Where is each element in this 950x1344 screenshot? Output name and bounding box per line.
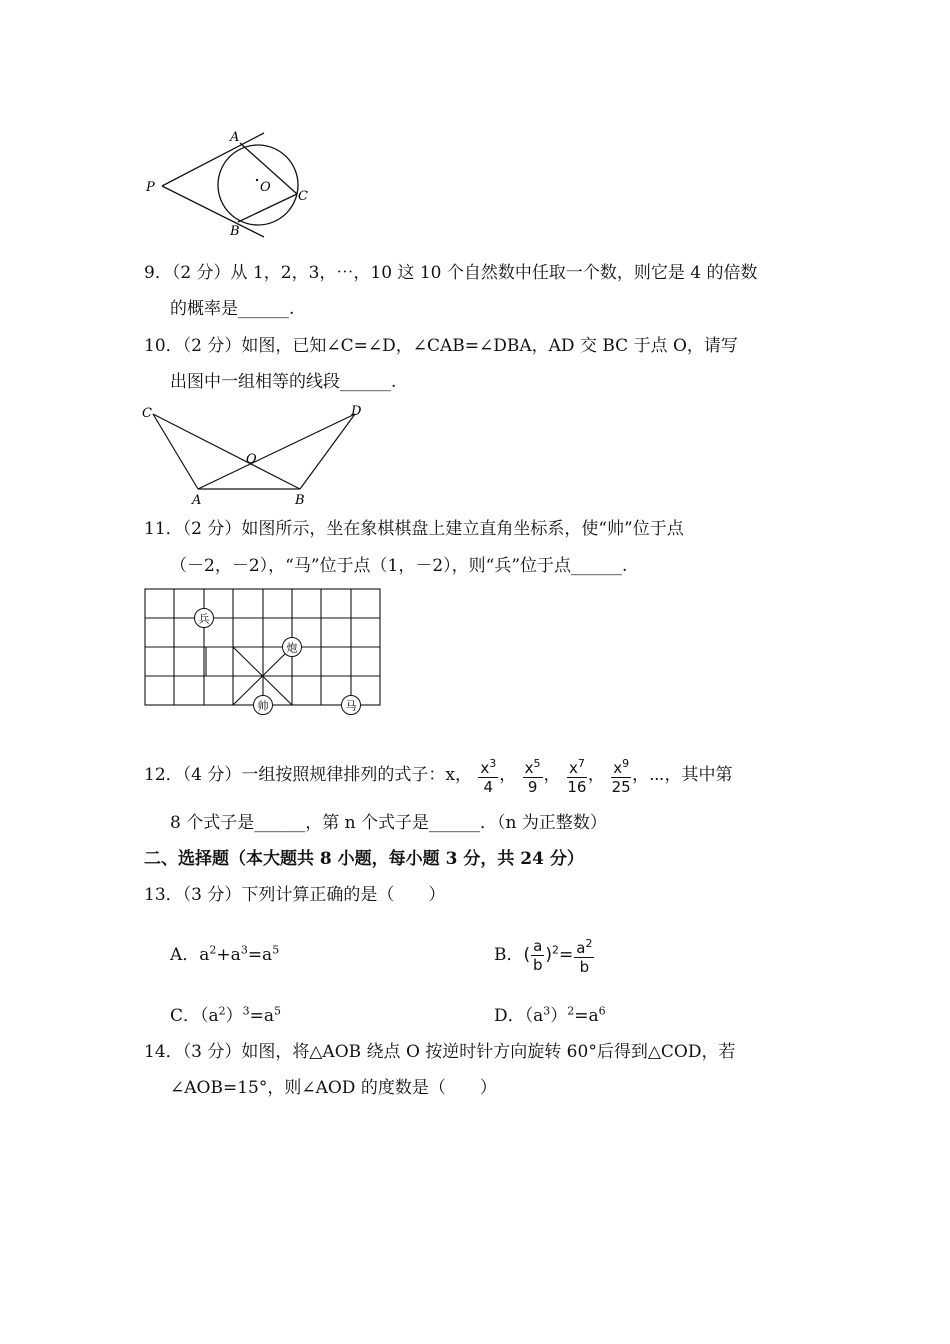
circle-tangent-figure	[140, 125, 340, 245]
q12-suffix: ，⋯，其中第	[632, 765, 733, 785]
svg-text:兵: 兵	[198, 612, 210, 626]
q10-line1: 10．（2 分）如图，已知∠C=∠D，∠CAB=∠DBA，AD 交 BC 于点 O，请写	[144, 336, 738, 356]
q12-term-4: $\frac{x^9}{25}$	[611, 757, 631, 796]
q13-option-c[interactable]: C．$(a^2)^3=a^5$	[170, 1004, 282, 1026]
piece-bing	[195, 609, 214, 628]
q12-term-2: $\frac{x^5}{9}$	[524, 757, 541, 796]
crossing-triangles-figure	[140, 400, 380, 510]
q9-line2: 的概率是______.	[170, 299, 295, 319]
label-b2: B	[295, 493, 305, 508]
label-c2: C	[142, 406, 152, 421]
q12-term-1: $\frac{x^3}{4}$	[480, 757, 497, 796]
q13-option-b[interactable]: B．( $\frac{a}{b}$ )$^2$= $\frac{a^2}{b}$	[494, 937, 593, 976]
q13-stem: 13．（3 分）下列计算正确的是（ ）	[144, 885, 446, 905]
svg-text:马: 马	[345, 699, 357, 713]
label-c: C	[298, 189, 308, 204]
section2-title: 二、选择题（本大题共 8 小题，每小题 3 分，共 24 分）	[144, 849, 584, 869]
svg-text:炮: 炮	[286, 641, 298, 655]
chess-board-figure	[140, 585, 390, 715]
label-a: A	[230, 130, 240, 145]
q11-line2: （－2，－2），“马”位于点（1，－2），则“兵”位于点______.	[170, 556, 628, 576]
q13-option-a[interactable]: A．$a^2+a^3=a^5$	[170, 943, 280, 965]
q14-line2: ∠AOB=15°，则∠AOD 的度数是（ ）	[170, 1078, 497, 1098]
q12-line2: 8 个式子是______，第 n 个式子是______．（n 为正整数）	[170, 813, 607, 833]
label-o: O	[260, 180, 271, 195]
label-b: B	[230, 224, 240, 239]
q10-line2: 出图中一组相等的线段______.	[170, 372, 397, 392]
label-a2: A	[192, 493, 202, 508]
q12-term-3: $\frac{x^7}{16}$	[567, 757, 587, 796]
q12-line1: 12．（4 分）一组按照规律排列的式子：x， $\frac{x^3}{4}$ ， $\frac{x^5}{9}$ ， $\frac{x^7}{16}$ ， $\frac{x^9}{25}$ ，⋯，其中第	[144, 757, 733, 796]
chord-bc	[238, 194, 297, 222]
tangent-pa	[162, 133, 264, 186]
label-p: P	[146, 180, 155, 195]
q14-line1: 14．（3 分）如图，将△AOB 绕点 O 按逆时针方向旋转 60°后得到△COD，若	[144, 1042, 736, 1062]
tangent-pb	[162, 186, 264, 237]
label-d2: D	[351, 404, 362, 419]
piece-shuai	[254, 696, 273, 715]
label-o2: O	[246, 452, 257, 467]
q12-prefix: 12．（4 分）一组按照规律排列的式子：x，	[144, 765, 472, 785]
q11-line1: 11．（2 分）如图所示，坐在象棋棋盘上建立直角坐标系，使“帅”位于点	[144, 519, 684, 539]
center-dot	[256, 179, 258, 181]
svg-text:帅: 帅	[257, 699, 269, 713]
q13-option-d[interactable]: D．$(a^3)^2=a^6$	[494, 1004, 606, 1026]
q9-line1: 9．（2 分）从 1，2，3，⋯，10 这 10 个自然数中任取一个数，则它是 4 的倍数	[144, 263, 758, 283]
piece-pao	[283, 638, 302, 657]
piece-ma	[342, 696, 361, 715]
